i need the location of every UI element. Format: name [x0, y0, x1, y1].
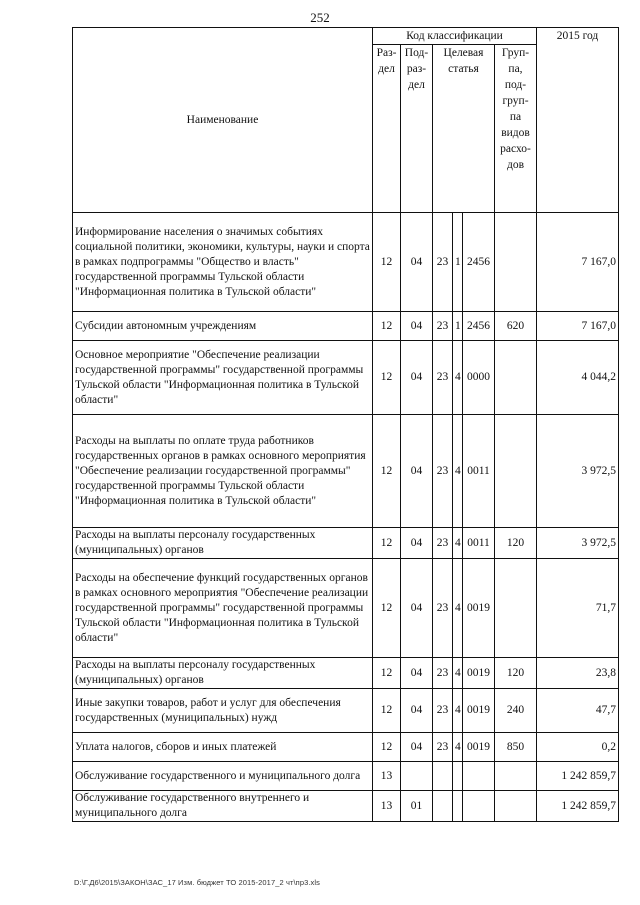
column-header-section: Раз-дел	[373, 45, 401, 213]
row-target-subprogram: 4	[453, 689, 463, 733]
row-target-program: 23	[433, 312, 453, 341]
row-expense-group	[495, 791, 537, 822]
row-section: 12	[373, 312, 401, 341]
row-expense-group: 240	[495, 689, 537, 733]
row-target-subprogram: 4	[453, 528, 463, 559]
column-header-name: Наименование	[73, 28, 373, 213]
table-row	[73, 341, 619, 415]
table-row	[73, 658, 619, 689]
row-amount: 0,2	[537, 733, 619, 762]
column-header-code-group: Код классификации	[373, 28, 537, 45]
table-row	[73, 689, 619, 733]
column-header-subsection: Под-раз-дел	[401, 45, 433, 213]
row-expense-group	[495, 415, 537, 528]
row-name: Уплата налогов, сборов и иных платежей	[73, 733, 373, 762]
row-amount: 1 242 859,7	[537, 791, 619, 822]
row-expense-group	[495, 341, 537, 415]
row-section: 12	[373, 559, 401, 658]
row-expense-group: 120	[495, 528, 537, 559]
row-target-program: 23	[433, 341, 453, 415]
row-name: Субсидии автономным учреждениям	[73, 312, 373, 341]
row-target-program	[433, 791, 453, 822]
row-section: 12	[373, 733, 401, 762]
row-expense-group: 850	[495, 733, 537, 762]
row-section: 13	[373, 791, 401, 822]
table-row	[73, 312, 619, 341]
column-header-year: 2015 год	[537, 28, 619, 213]
row-subsection: 01	[401, 791, 433, 822]
row-target-program	[433, 762, 453, 791]
row-expense-group: 620	[495, 312, 537, 341]
table-row	[73, 791, 619, 822]
row-target-subprogram: 1	[453, 312, 463, 341]
row-subsection: 04	[401, 213, 433, 312]
row-section: 12	[373, 658, 401, 689]
row-subsection: 04	[401, 341, 433, 415]
row-target-direction: 2456	[463, 213, 495, 312]
page-number: 252	[310, 10, 330, 25]
row-target-subprogram: 1	[453, 213, 463, 312]
row-section: 12	[373, 341, 401, 415]
row-section: 12	[373, 415, 401, 528]
file-path-footer: D:\Г.Д6\2015\ЗАКОН\ЗАС_17 Изм. бюджет ТО 2015-2017_2 чт\пр3.xls	[74, 878, 321, 887]
table-row	[73, 733, 619, 762]
row-expense-group	[495, 559, 537, 658]
row-target-subprogram: 4	[453, 559, 463, 658]
row-amount: 7 167,0	[537, 312, 619, 341]
table-row	[73, 762, 619, 791]
row-subsection	[401, 762, 433, 791]
row-subsection: 04	[401, 415, 433, 528]
row-subsection: 04	[401, 658, 433, 689]
row-target-direction: 0019	[463, 658, 495, 689]
row-name: Информирование населения о значимых событиях социальной политики, экономики, культуры, науки и спорта в рамках подпрограммы "Общество и власть" государственной программы Тульской области "Информационная политика в Тульской области"	[73, 213, 373, 312]
row-target-subprogram: 4	[453, 733, 463, 762]
row-amount: 1 242 859,7	[537, 762, 619, 791]
row-subsection: 04	[401, 689, 433, 733]
row-target-program: 23	[433, 528, 453, 559]
row-target-subprogram: 4	[453, 341, 463, 415]
row-target-subprogram	[453, 791, 463, 822]
row-target-subprogram: 4	[453, 415, 463, 528]
row-target-direction: 2456	[463, 312, 495, 341]
row-name: Расходы на выплаты персоналу государственных (муниципальных) органов	[73, 658, 373, 689]
table-row	[73, 213, 619, 312]
row-name: Иные закупки товаров, работ и услуг для обеспечения государственных (муниципальных) нужд	[73, 689, 373, 733]
row-amount: 3 972,5	[537, 528, 619, 559]
row-subsection: 04	[401, 559, 433, 658]
row-section: 12	[373, 528, 401, 559]
row-section: 12	[373, 689, 401, 733]
row-name: Обслуживание государственного и муниципального долга	[73, 762, 373, 791]
row-amount: 23,8	[537, 658, 619, 689]
row-target-program: 23	[433, 689, 453, 733]
row-expense-group: 120	[495, 658, 537, 689]
row-target-direction: 0019	[463, 559, 495, 658]
column-header-expense-group: Груп-па, под-груп-па видов расхо-дов	[495, 45, 537, 213]
row-target-direction: 0011	[463, 415, 495, 528]
row-target-program: 23	[433, 213, 453, 312]
row-target-direction: 0000	[463, 341, 495, 415]
row-subsection: 04	[401, 312, 433, 341]
row-target-program: 23	[433, 658, 453, 689]
row-target-direction: 0019	[463, 689, 495, 733]
row-section: 13	[373, 762, 401, 791]
row-subsection: 04	[401, 528, 433, 559]
row-target-direction: 0019	[463, 733, 495, 762]
row-name: Расходы на выплаты по оплате труда работников государственных органов в рамках основного мероприятия "Обеспечение реализации государственной программы" государственной программы Тульской области "Информационная политика в Тульской области"	[73, 415, 373, 528]
row-expense-group	[495, 213, 537, 312]
row-target-subprogram: 4	[453, 658, 463, 689]
row-amount: 3 972,5	[537, 415, 619, 528]
row-name: Обслуживание государственного внутреннего и муниципального долга	[73, 791, 373, 822]
table-row	[73, 528, 619, 559]
row-target-direction: 0011	[463, 528, 495, 559]
row-amount: 4 044,2	[537, 341, 619, 415]
table-row	[73, 559, 619, 658]
row-name: Основное мероприятие "Обеспечение реализации государственной программы" государственной программы Тульской области "Информационная политика в Тульской области"	[73, 341, 373, 415]
column-header-target-article: Целевая статья	[433, 45, 495, 213]
row-name: Расходы на обеспечение функций государственных органов в рамках основного мероприятия "Обеспечение реализации государственной программы" государственной программы Тульской области "Информационная политика в Тульской области"	[73, 559, 373, 658]
row-target-program: 23	[433, 559, 453, 658]
row-amount: 71,7	[537, 559, 619, 658]
row-target-program: 23	[433, 415, 453, 528]
row-target-direction	[463, 791, 495, 822]
row-subsection: 04	[401, 733, 433, 762]
row-amount: 7 167,0	[537, 213, 619, 312]
budget-table	[72, 27, 619, 822]
table-body	[73, 213, 619, 822]
row-target-program: 23	[433, 733, 453, 762]
row-expense-group	[495, 762, 537, 791]
table-row	[73, 415, 619, 528]
row-amount: 47,7	[537, 689, 619, 733]
row-name: Расходы на выплаты персоналу государственных (муниципальных) органов	[73, 528, 373, 559]
row-section: 12	[373, 213, 401, 312]
row-target-direction	[463, 762, 495, 791]
row-target-subprogram	[453, 762, 463, 791]
